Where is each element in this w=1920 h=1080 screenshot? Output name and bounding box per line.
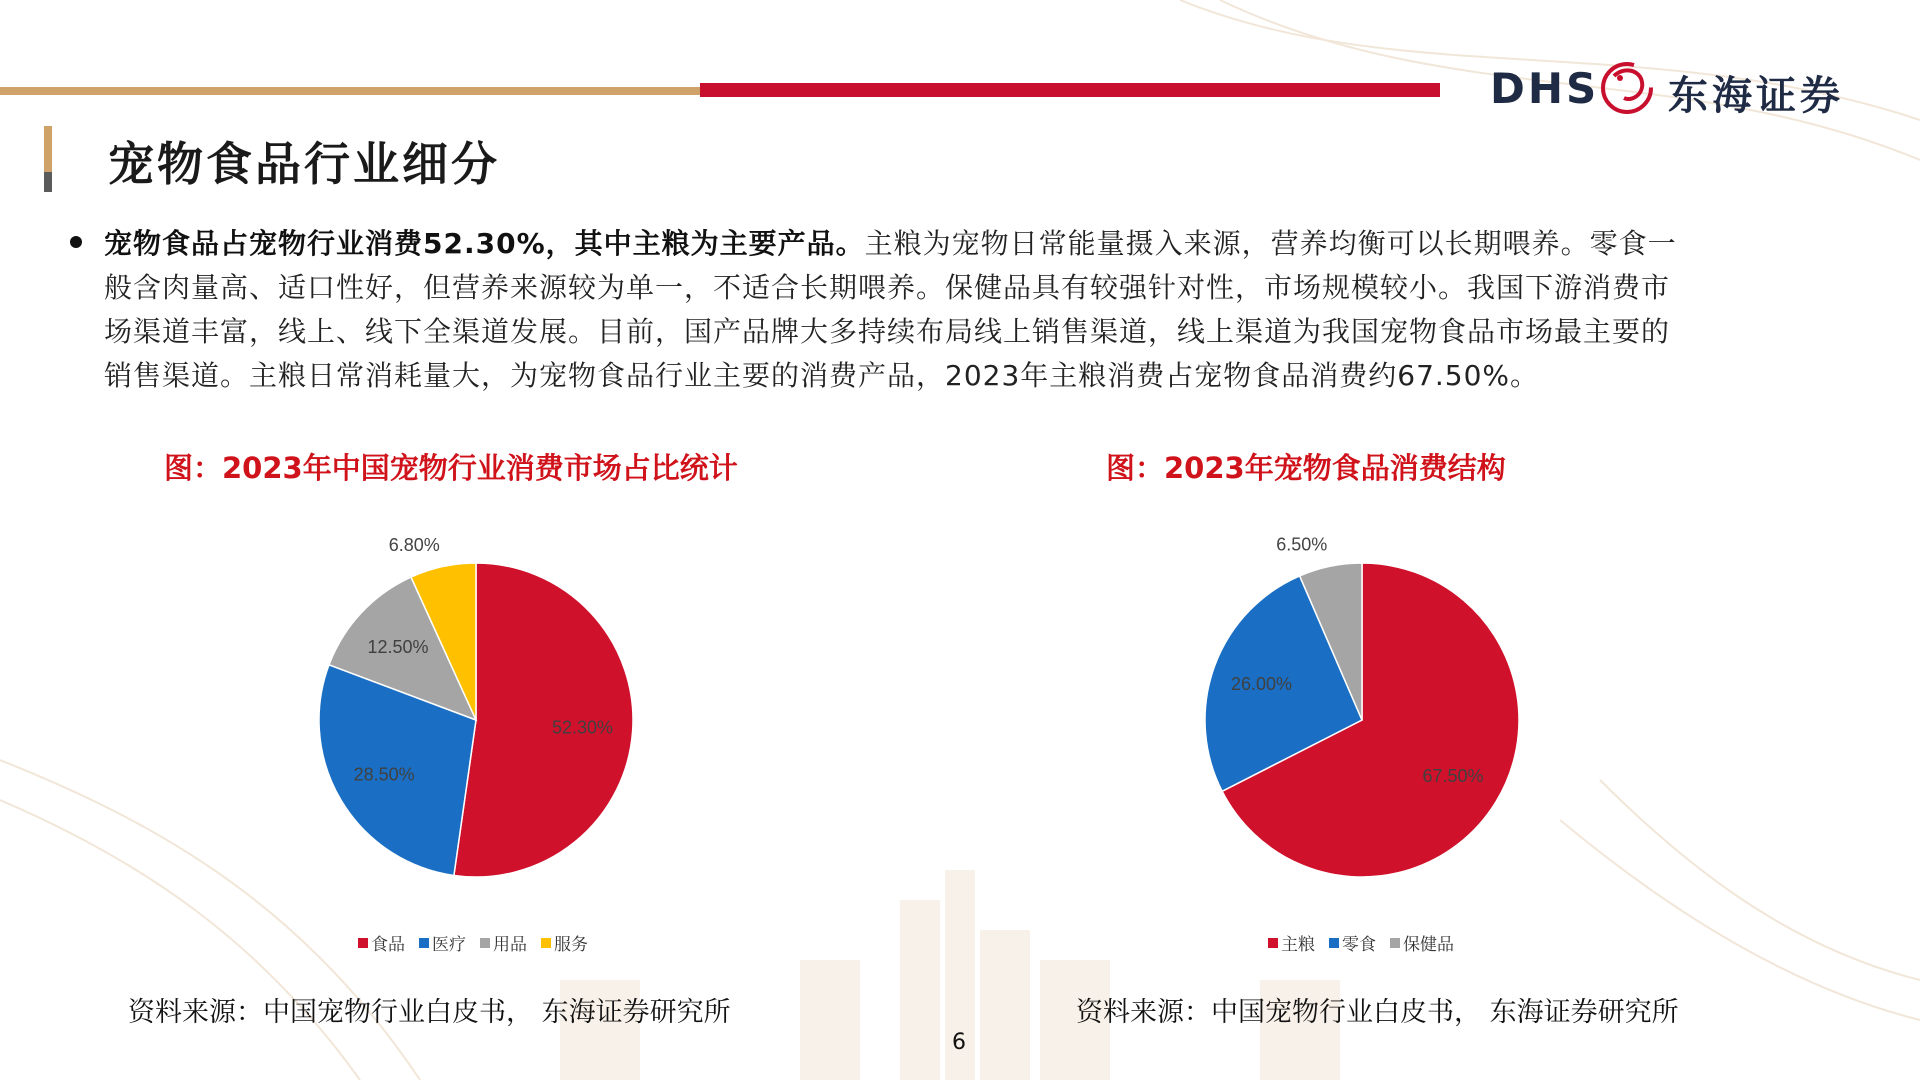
bullet-icon <box>70 236 82 248</box>
legend-label: 服务 <box>554 935 588 955</box>
pie-chart-food-structure <box>1156 530 1576 910</box>
bullet-line-4: 销售渠道。主粮日常消耗量大，为宠物食品行业主要的消费产品，2023年主粮消费占宠物食品消费约67.50%。 <box>104 359 1540 392</box>
bullet-line-2: 般含肉量高、适口性好，但营养来源较为单一，不适合长期喂养。保健品具有较强针对性，市场规模较小。我国下游消费市 <box>104 271 1671 304</box>
legend-swatch <box>358 938 368 948</box>
pie-data-label: 52.30% <box>551 717 614 738</box>
page-title: 宠物食品行业细分 <box>108 137 500 191</box>
legend-item <box>358 930 405 955</box>
bullet-line-1: 主粮为宠物日常能量摄入来源，营养均衡可以长期喂养。零食一 <box>864 227 1677 260</box>
chart-right-source: 资料来源：中国宠物行业白皮书， 东海证券研究所 <box>1076 997 1679 1028</box>
legend-swatch <box>1390 938 1400 948</box>
legend-swatch <box>1268 938 1278 948</box>
page-number: 6 <box>952 1030 966 1055</box>
bullet-paragraph <box>104 222 1784 398</box>
legend-swatch <box>480 938 490 948</box>
legend-label: 零食 <box>1342 935 1376 955</box>
header-gold-bar <box>0 87 700 95</box>
pie-data-label: 67.50% <box>1422 765 1484 786</box>
bullet-bold-lead: 宠物食品占宠物行业消费52.30%，其中主粮为主要产品。 <box>104 227 865 260</box>
title-accent-bar-dark <box>44 172 52 192</box>
company-logo <box>1490 56 1870 120</box>
legend-item <box>480 930 527 955</box>
dragon-emblem-icon <box>1596 56 1658 118</box>
legend-label: 保健品 <box>1403 935 1454 955</box>
legend-item <box>419 930 466 955</box>
pie-chart-industry-consumption <box>270 530 690 910</box>
legend-label: 医疗 <box>432 935 466 955</box>
legend-item <box>1390 930 1454 955</box>
legend-label: 主粮 <box>1281 935 1315 955</box>
pie-data-label: 26.00% <box>1231 673 1293 694</box>
pie-data-label: 6.50% <box>1276 534 1328 555</box>
legend-label: 用品 <box>493 935 527 955</box>
legend-swatch <box>419 938 429 948</box>
chart-left-source: 资料来源：中国宠物行业白皮书， 东海证券研究所 <box>128 997 731 1028</box>
logo-latin-text: DHS <box>1490 64 1600 113</box>
pie-data-label: 12.50% <box>367 637 429 658</box>
pie-data-label: 28.50% <box>353 764 415 785</box>
legend-item <box>541 930 588 955</box>
legend-label: 食品 <box>371 935 405 955</box>
chart-right-legend <box>1268 930 1454 955</box>
bullet-line-3: 场渠道丰富，线上、线下全渠道发展。目前，国产品牌大多持续布局线上销售渠道，线上渠道为我国宠物食品市场最主要的 <box>104 315 1671 348</box>
pie-data-label: 6.80% <box>388 534 440 555</box>
logo-chinese-text: 东海证券 <box>1668 73 1844 119</box>
header-red-bar <box>700 83 1440 97</box>
chart-left-legend <box>358 930 588 955</box>
legend-swatch <box>541 938 551 948</box>
chart-right-title: 图：2023年宠物食品消费结构 <box>1106 451 1506 485</box>
legend-item <box>1268 930 1315 955</box>
legend-swatch <box>1329 938 1339 948</box>
legend-item <box>1329 930 1376 955</box>
chart-left-title: 图：2023年中国宠物行业消费市场占比统计 <box>164 451 738 485</box>
